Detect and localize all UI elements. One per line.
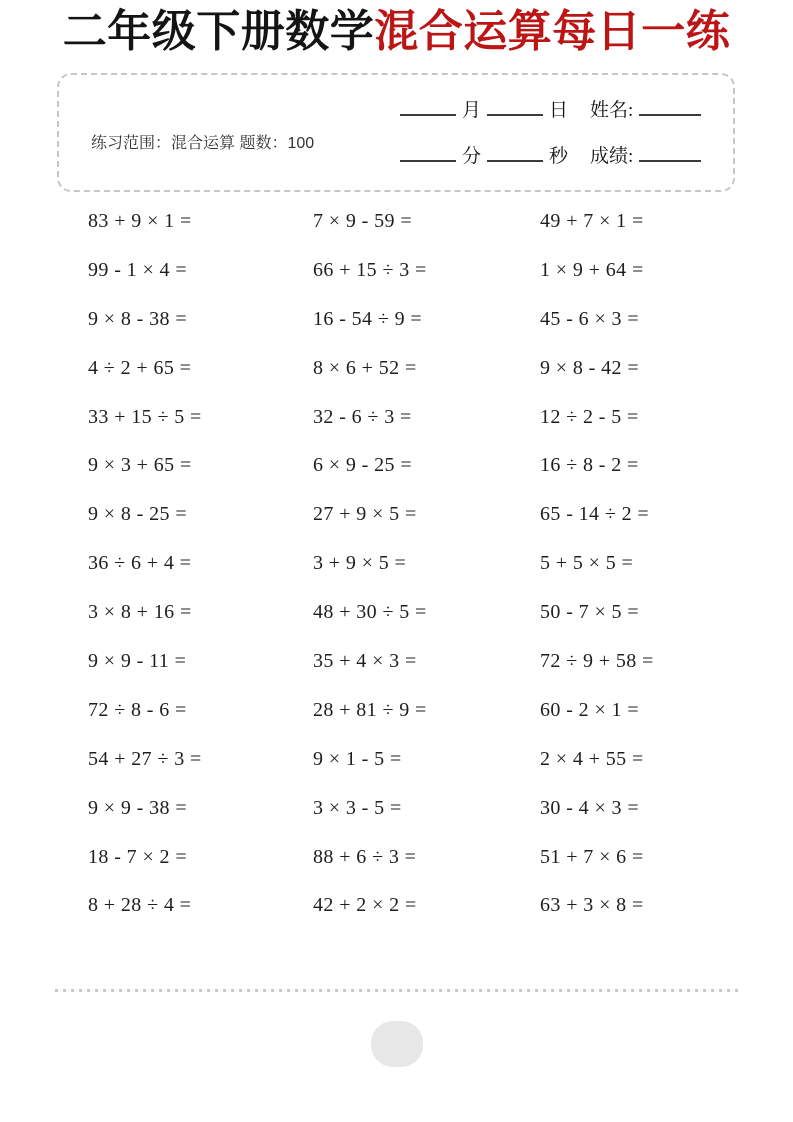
minute-blank-line — [400, 157, 456, 162]
problem-expression: 66 + 15 ÷ 3 = — [313, 258, 427, 281]
problem-expression: 3 + 9 × 5 = — [313, 552, 407, 575]
problem-expression: 36 ÷ 6 + 4 = — [88, 552, 192, 575]
day-blank-line — [487, 111, 543, 116]
problem-expression: 8 + 28 ÷ 4 = — [88, 894, 192, 917]
problem-expression: 3 × 3 - 5 = — [313, 796, 402, 819]
problem-expression: 32 - 6 ÷ 3 = — [313, 405, 412, 428]
problem-expression: 9 × 8 - 25 = — [88, 503, 188, 526]
practice-scope-label: 练习范围：混合运算 题数：100 — [91, 135, 315, 152]
problem-expression: 33 + 15 ÷ 5 = — [88, 405, 202, 428]
page-title — [0, 6, 793, 59]
problem-expression: 49 + 7 × 1 = — [540, 209, 644, 232]
day-label: 日 — [549, 100, 569, 121]
problem-expression: 83 + 9 × 1 = — [88, 209, 192, 232]
problem-expression: 6 × 9 - 25 = — [313, 454, 413, 477]
problem-expression: 9 × 9 - 38 = — [88, 796, 188, 819]
problem-expression: 99 - 1 × 4 = — [88, 258, 188, 281]
problem-expression: 48 + 30 ÷ 5 = — [313, 601, 427, 624]
month-blank-line — [400, 111, 456, 116]
info-fields — [394, 88, 701, 180]
problem-expression: 7 × 9 - 59 = — [313, 209, 413, 232]
problem-expression: 63 + 3 × 8 = — [540, 894, 644, 917]
name-blank-line — [639, 111, 701, 116]
name-label: 姓名: — [590, 100, 634, 121]
problem-expression: 54 + 27 ÷ 3 = — [88, 747, 202, 770]
problem-expression: 9 × 8 - 38 = — [88, 307, 188, 330]
second-blank-line — [487, 157, 543, 162]
problem-expression: 28 + 81 ÷ 9 = — [313, 698, 427, 721]
gray-oval-decoration — [371, 1021, 423, 1067]
second-label: 秒 — [549, 146, 569, 167]
problem-expression: 30 - 4 × 3 = — [540, 796, 640, 819]
problem-expression: 8 × 6 + 52 = — [313, 356, 417, 379]
problem-expression: 60 - 2 × 1 = — [540, 698, 640, 721]
title-topic-part: 混合运算每日一练 — [374, 7, 731, 56]
problem-expression: 72 ÷ 8 - 6 = — [88, 698, 187, 721]
problem-expression: 72 ÷ 9 + 58 = — [540, 649, 654, 672]
problem-expression: 35 + 4 × 3 = — [313, 649, 417, 672]
problem-expression: 42 + 2 × 2 = — [313, 894, 417, 917]
time-score-row — [394, 134, 701, 180]
problem-expression: 88 + 6 ÷ 3 = — [313, 845, 417, 868]
problem-expression: 2 × 4 + 55 = — [540, 747, 644, 770]
page-divider-dotted-line — [55, 989, 738, 992]
score-label: 成绩: — [590, 146, 634, 167]
problem-expression: 50 - 7 × 5 = — [540, 601, 640, 624]
score-blank-line — [639, 157, 701, 162]
problem-expression: 9 × 8 - 42 = — [540, 356, 640, 379]
problem-expression: 9 × 3 + 65 = — [88, 454, 192, 477]
problem-expression: 9 × 9 - 11 = — [88, 649, 187, 672]
problem-expression: 16 - 54 ÷ 9 = — [313, 307, 423, 330]
month-label: 月 — [462, 100, 482, 121]
date-name-row — [394, 88, 701, 134]
minute-label: 分 — [462, 146, 482, 167]
problem-expression: 16 ÷ 8 - 2 = — [540, 454, 639, 477]
problem-expression: 9 × 1 - 5 = — [313, 747, 402, 770]
problem-expression: 45 - 6 × 3 = — [540, 307, 640, 330]
problem-expression: 27 + 9 × 5 = — [313, 503, 417, 526]
problem-expression: 5 + 5 × 5 = — [540, 552, 634, 575]
problem-expression: 65 - 14 ÷ 2 = — [540, 503, 650, 526]
info-box — [57, 73, 735, 192]
problem-expression: 51 + 7 × 6 = — [540, 845, 644, 868]
problems-grid — [88, 197, 740, 930]
problem-expression: 1 × 9 + 64 = — [540, 258, 644, 281]
title-grade-part: 二年级下册数学 — [62, 7, 375, 56]
problem-expression: 3 × 8 + 16 = — [88, 601, 192, 624]
problem-expression: 4 ÷ 2 + 65 = — [88, 356, 192, 379]
problem-expression: 18 - 7 × 2 = — [88, 845, 188, 868]
problem-expression: 12 ÷ 2 - 5 = — [540, 405, 639, 428]
